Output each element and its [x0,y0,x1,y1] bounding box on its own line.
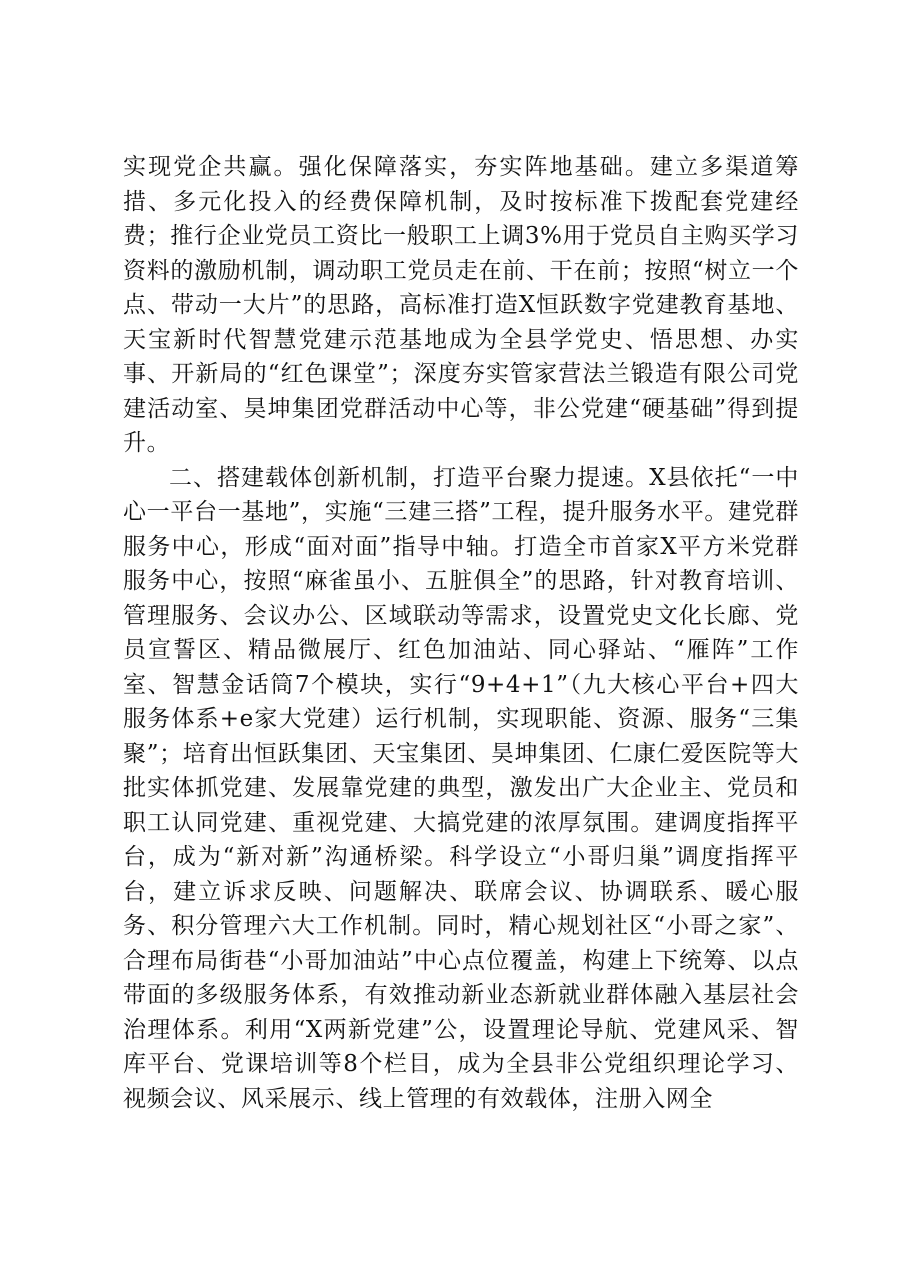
paragraph-2: 二、搭建载体创新机制，打造平台聚力提速。X县依托“一中心一平台一基地”，实施“三建三搭”工程，提升服务水平。建党群服务中心，形成“面对面”指导中轴。打造全市首家X平方米党群服务中心，按照“麻雀虽小、五脏俱全”的思路，针对教育培训、管理服务、会议办公、区域联动等需求，设置党史文化长廊、党员宣誓区、精品微展厅、红色加油站、同心驿站、“雁阵”工作室、智慧金话筒7个模块，实行“9+4+1”（九大核心平台+四大服务体系+e家大党建）运行机制，实现职能、资源、服务“三集聚”；培育出恒跃集团、天宝集团、昊坤集团、仁康仁爱医院等大批实体抓党建、发展靠党建的典型，激发出广大企业主、党员和职工认同党建、重视党建、大搞党建的浓厚氛围。建调度指挥平台，成为“新对新”沟通桥梁。科学设立“小哥归巢”调度指挥平台，建立诉求反映、问题解决、联席会议、协调联系、暖心服务、积分管理六大工作机制。同时，精心规划社区“小哥之家”、合理布局街巷“小哥加油站”中心点位覆盖，构建上下统筹、以点带面的多级服务体系，有效推动新业态新就业群体融入基层社会治理体系。利用“X两新党建”公，设置理论导航、党建风采、智库平台、党课培训等8个栏目，成为全县非公党组织理论学习、视频会议、风采展示、线上管理的有效载体，注册入网全 [123,464,799,1112]
document-body [123,150,799,1116]
paragraph-1: 实现党企共赢。强化保障落实，夯实阵地基础。建立多渠道筹措、多元化投入的经费保障机制，及时按标准下拨配套党建经费；推行企业党员工资比一般职工上调3%用于党员自主购买学习资料的激励机制，调动职工党员走在前、干在前；按照“树立一个点、带动一大片”的思路，高标准打造X恒跃数字党建教育基地、天宝新时代智慧党建示范基地成为全县学党史、悟思想、办实事、开新局的“红色课堂”；深度夯实管家营法兰锻造有限公司党建活动室、昊坤集团党群活动中心等，非公党建“硬基础”得到提升。 [123,154,799,456]
